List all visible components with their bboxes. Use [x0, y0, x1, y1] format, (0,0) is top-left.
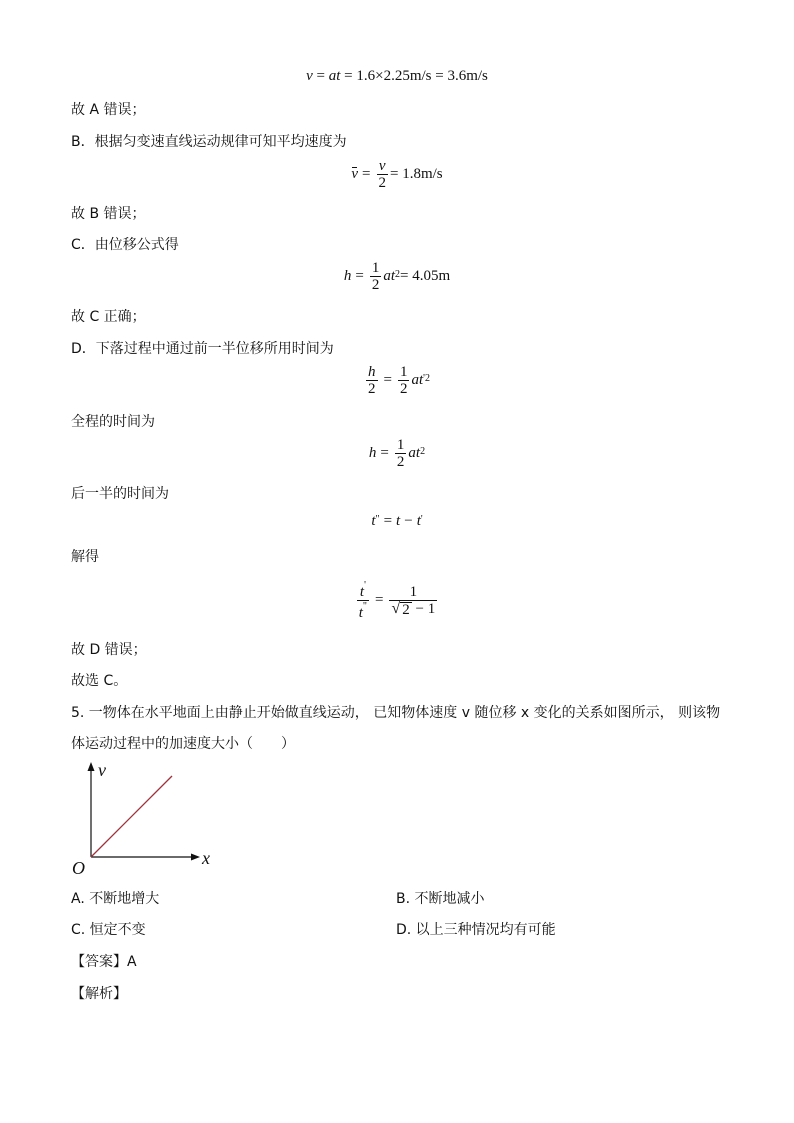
sqrt-sign: √ 2 [391, 599, 410, 618]
eq-symbol-t: t [418, 372, 424, 388]
origin-label: O [72, 858, 85, 878]
eq-fraction [395, 437, 407, 470]
eq-symbol-a: a [328, 68, 337, 84]
eq-fraction [357, 580, 369, 621]
y-axis-label: v [98, 760, 106, 780]
eq-exponent: 2 [420, 446, 426, 457]
eq-symbol-vbar: v [351, 166, 359, 182]
velocity-displacement-graph [66, 758, 226, 878]
option-d[interactable]: D. 以上三种情况均有可能 [396, 922, 556, 938]
eq-fraction [398, 364, 410, 397]
answer-label: 【答案】A [71, 954, 137, 970]
eq-prime: " [375, 514, 380, 525]
text-line: 故选 C。 [71, 673, 128, 689]
eq-rhs: = 4.05m [400, 268, 451, 284]
eq-prime: ' [420, 514, 423, 525]
eq-symbol-t: t [359, 584, 365, 600]
x-axis-label: x [202, 848, 210, 868]
equation-full-time: h = $\frac{1}{2}$ a t $^2$ [368, 437, 426, 470]
eq-rhs: = 1.6×2.25m/s = 3.6m/s [340, 68, 488, 84]
text-line: C．由位移公式得 [71, 237, 179, 253]
text-line: 解得 [71, 549, 99, 565]
y-axis-arrow-icon [88, 762, 95, 771]
eq-fraction [366, 364, 378, 397]
eq-numerator: h [368, 364, 376, 380]
eq-denominator: 2 [378, 175, 386, 191]
text-line: 故 B 错误； [71, 206, 146, 222]
eq-symbol-t: t [358, 605, 363, 621]
eq-prime: ' [364, 580, 366, 591]
eq-rhs: = 1.8m/s [390, 166, 443, 182]
eq-prime: " [362, 601, 368, 612]
question-text: 体运动过程中的加速度大小（ ） [71, 736, 295, 752]
eq-numerator: 1 [409, 583, 418, 600]
eq-denominator: 2 [371, 277, 380, 293]
eq-radicand: 2 [402, 601, 410, 618]
eq-symbol-a: a [383, 268, 391, 284]
equation-average-velocity: v = $\frac{v}{2}$ = 1.8m/s [351, 158, 443, 191]
option-a[interactable]: A. 不断地增大 [71, 891, 160, 907]
text-line: 故 D 错误； [71, 642, 147, 658]
text-line: 故 C 正确； [71, 309, 146, 325]
eq-symbol-t: t [336, 68, 341, 84]
eq-symbol-t: t [396, 513, 401, 529]
analysis-label: 【解析】 [71, 986, 127, 1002]
text-line: D．下落过程中通过前一半位移所用时间为 [71, 341, 334, 357]
eq-symbol-h: h [343, 268, 352, 284]
eq-symbol-v: v [306, 68, 313, 84]
graph-line [91, 776, 172, 857]
text-line: 故 A 错误； [71, 102, 146, 118]
option-b[interactable]: B. 不断地减小 [396, 891, 485, 907]
text-line: 全程的时间为 [71, 414, 155, 430]
eq-denominator: 2 [399, 381, 408, 397]
text-line: 后一半的时间为 [71, 486, 169, 502]
eq-symbol-t: t [416, 513, 421, 529]
eq-symbol-t: t [415, 445, 421, 461]
equation-half-displacement: $\frac{h}{2}$ = $\frac{1}{2}$ a t $^{'2}$ [368, 364, 430, 397]
eq-symbol-t: t [371, 513, 376, 529]
eq-numerator: v [378, 158, 386, 174]
text-line: B．根据匀变速直线运动规律可知平均速度为 [71, 134, 347, 150]
eq-minus: − 1 [411, 600, 436, 617]
eq-numerator: 1 [371, 260, 380, 276]
equation-displacement: h = $\frac{1}{2}$ a t $^2$ = 4.05m [343, 260, 451, 293]
x-axis-arrow-icon [191, 854, 200, 861]
eq-fraction [389, 584, 437, 618]
eq-numerator: 1 [396, 437, 405, 453]
option-c[interactable]: C. 恒定不变 [71, 922, 146, 938]
eq-exponent: 2 [395, 269, 400, 280]
eq-denominator: 2 [368, 381, 376, 397]
eq-exponent: '2 [423, 373, 430, 384]
equation-velocity: v = at = 1.6×2.25m/s = 3.6m/s [306, 68, 488, 84]
eq-symbol-t: t [390, 268, 395, 284]
equation-second-half-time: t " = t − t ' [371, 513, 423, 529]
eq-fraction [377, 158, 389, 191]
eq-numerator: 1 [399, 364, 408, 380]
eq-symbol-a: a [411, 372, 419, 388]
question-text: 5. 一物体在水平地面上由静止开始做直线运动， 已知物体速度 v 随位移 x 变化的关系如图所示， 则该物 [71, 705, 721, 721]
eq-fraction [370, 260, 382, 293]
eq-symbol-h: h [368, 445, 377, 461]
equation-time-ratio: $\frac{t'}{t^"}$ = 1 √ 2 − 1 [358, 580, 436, 621]
eq-denominator: 2 [396, 454, 405, 470]
eq-symbol-a: a [408, 445, 416, 461]
